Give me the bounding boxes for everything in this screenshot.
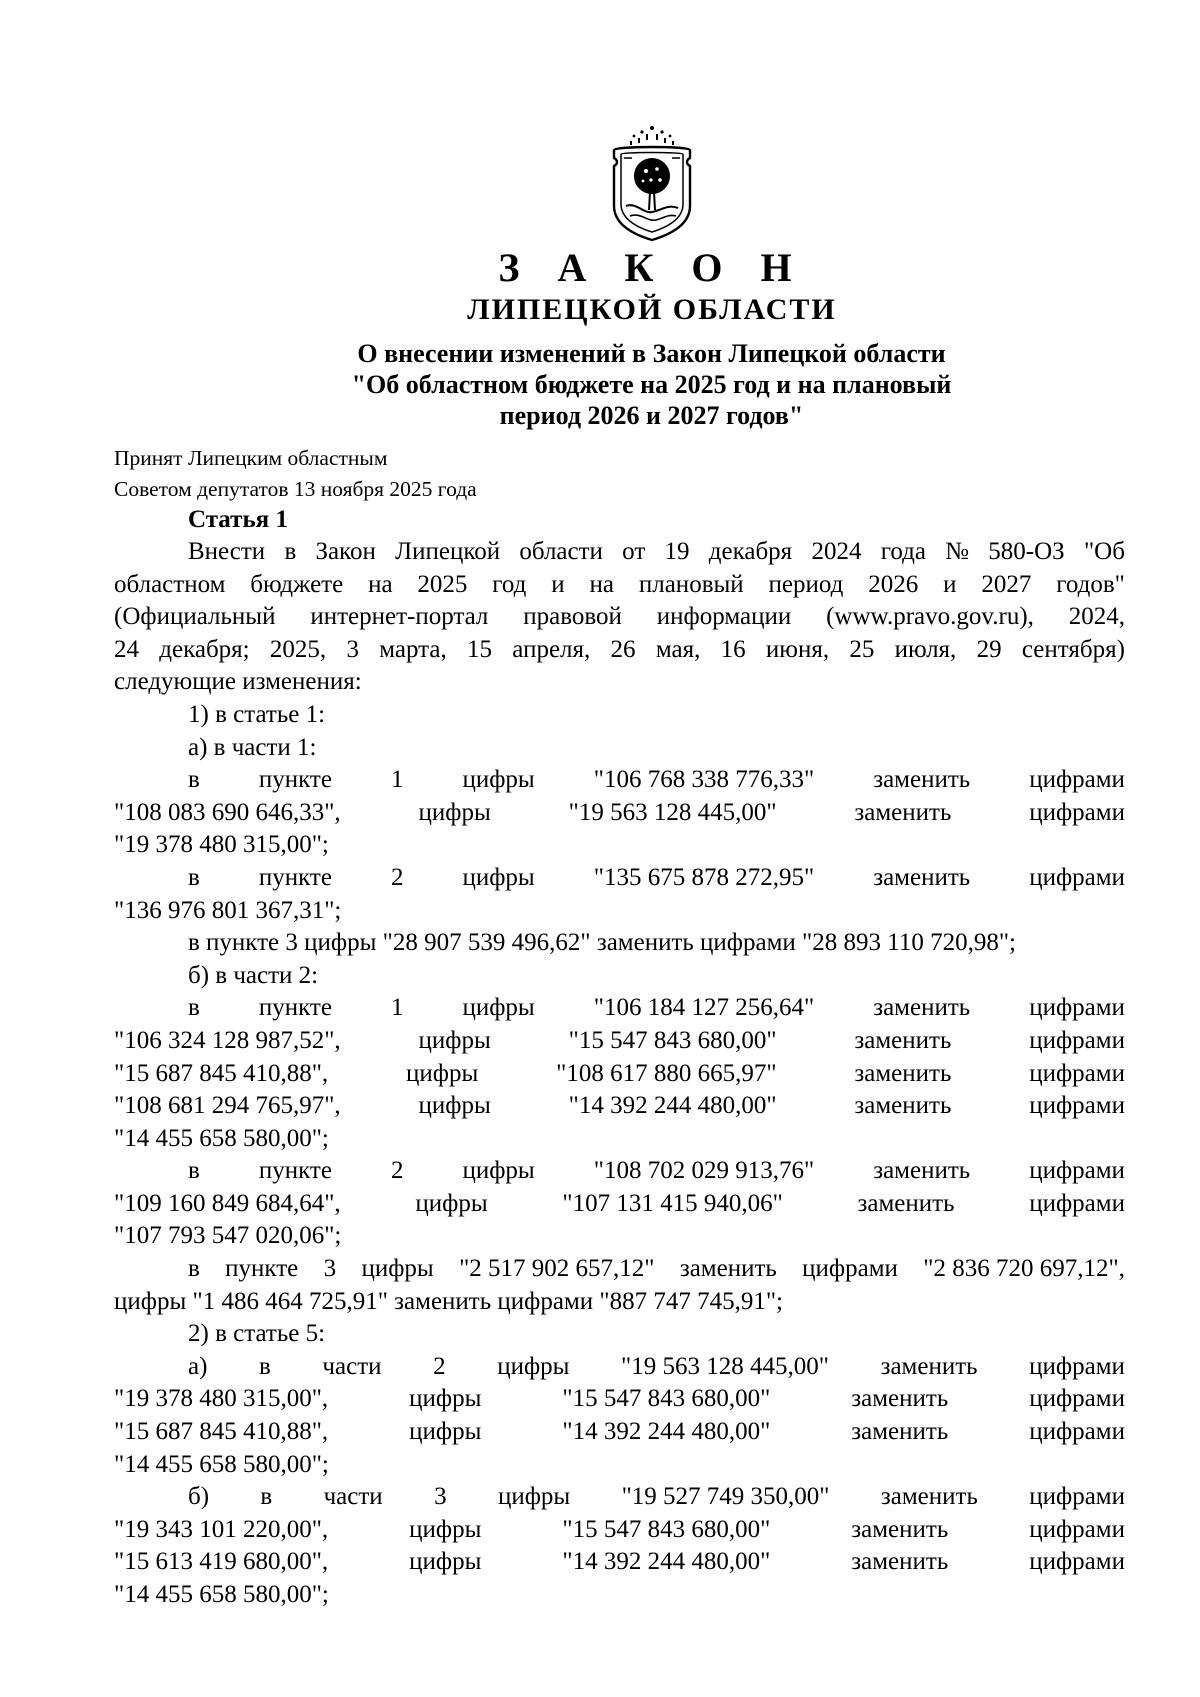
line-word: цифры bbox=[415, 1189, 488, 1217]
paragraph-line bbox=[114, 1090, 1125, 1123]
line-word: 2024, bbox=[1068, 603, 1125, 631]
line-word: 3 bbox=[434, 1483, 447, 1511]
paragraph-line bbox=[114, 1514, 1125, 1547]
line-word: в bbox=[260, 1483, 273, 1511]
paragraph-line bbox=[114, 536, 1125, 569]
line-word: цифрами bbox=[1029, 1092, 1125, 1120]
line-word: марта, bbox=[379, 635, 447, 663]
line-word: пункте bbox=[258, 994, 332, 1022]
paragraph-line bbox=[114, 992, 1125, 1025]
line-word: цифрами bbox=[1029, 1385, 1125, 1413]
line-word: и bbox=[551, 570, 565, 598]
line-word: Закон bbox=[315, 538, 376, 565]
region-title: ЛИПЕЦКОЙ ОБЛАСТИ bbox=[467, 293, 837, 326]
line-word: и bbox=[943, 570, 957, 598]
line-word: "106 768 338 776,33" bbox=[593, 766, 815, 794]
line-word: от bbox=[622, 538, 646, 565]
line-word: цифрами bbox=[1029, 1483, 1125, 1511]
law-subtitle bbox=[250, 338, 1053, 431]
line-word: цифрами bbox=[1029, 1548, 1125, 1576]
lipetsk-coat-of-arms-icon bbox=[606, 124, 698, 244]
line-word: 19 bbox=[664, 538, 690, 565]
line-word: в bbox=[259, 1352, 271, 1380]
line-word: 2025, bbox=[269, 635, 327, 663]
line-word: мая, bbox=[655, 635, 701, 663]
line-word: 3 bbox=[346, 635, 359, 663]
line-word: 2024 bbox=[811, 538, 862, 565]
line-word: заменить bbox=[857, 1189, 955, 1217]
line-word: "108 617 880 665,97" bbox=[556, 1059, 777, 1087]
line-word: года bbox=[880, 538, 926, 565]
line-word: апреля, bbox=[512, 635, 591, 663]
adoption-line: Принят Липецким областным bbox=[114, 446, 388, 470]
subtitle-line: период 2026 и 2027 годов" bbox=[499, 401, 804, 430]
line-word: цифры bbox=[418, 1092, 491, 1120]
line-word: б) bbox=[188, 1483, 210, 1511]
list-item: б) в части 2: bbox=[188, 961, 319, 989]
line-word: цифрами bbox=[1029, 1026, 1125, 1054]
list-item: а) в части 1: bbox=[188, 733, 317, 761]
line-word: Липецкой bbox=[395, 538, 501, 565]
article-body bbox=[114, 536, 1125, 1612]
line-word: (www.pravo.gov.ru), bbox=[826, 603, 1034, 631]
law-title: З А К О Н bbox=[498, 245, 806, 290]
paragraph-line bbox=[114, 862, 1125, 895]
line-word: "109 160 849 684,64", bbox=[114, 1189, 341, 1217]
line-word: цифрами bbox=[1029, 863, 1125, 891]
line-word: заменить bbox=[854, 1059, 952, 1087]
line-word: 24 bbox=[114, 635, 139, 663]
line-word: а) bbox=[188, 1352, 208, 1380]
list-item: 2) в статье 5: bbox=[188, 1320, 326, 1348]
line-word: 3 bbox=[323, 1255, 337, 1283]
paragraph-line bbox=[114, 1155, 1125, 1188]
line-word: цифры bbox=[418, 798, 491, 826]
line-word: 29 bbox=[976, 635, 1002, 663]
paragraph-line bbox=[114, 1188, 1125, 1221]
paragraph-line: "107 793 547 020,06"; bbox=[114, 1222, 342, 1250]
line-word: "14 392 244 480,00" bbox=[562, 1418, 771, 1446]
line-word: 580-ОЗ bbox=[988, 538, 1065, 565]
line-word: в bbox=[188, 863, 200, 891]
paragraph-line bbox=[114, 1058, 1125, 1091]
line-word: "19 563 128 445,00" bbox=[621, 1352, 829, 1380]
line-word: цифрами bbox=[1029, 1515, 1125, 1543]
paragraph-line bbox=[114, 764, 1125, 797]
line-word: цифры bbox=[462, 1157, 535, 1185]
line-word: заменить bbox=[854, 1026, 952, 1054]
line-word: цифрами bbox=[1029, 1157, 1125, 1185]
line-word: на bbox=[589, 570, 614, 598]
line-word: "14 392 244 480,00" bbox=[568, 1092, 777, 1120]
line-word: цифры bbox=[497, 1483, 571, 1511]
line-word: декабря; bbox=[159, 635, 250, 663]
line-word: заменить bbox=[873, 994, 971, 1022]
line-word: цифрами bbox=[1029, 798, 1125, 826]
adoption-note bbox=[114, 443, 477, 505]
line-word: 1 bbox=[390, 766, 404, 794]
line-word: заменить bbox=[851, 1515, 949, 1543]
line-word: июня, bbox=[765, 635, 830, 663]
line-word: "19 527 749 350,00" bbox=[621, 1483, 830, 1511]
line-word: "15 547 843 680,00" bbox=[562, 1515, 771, 1543]
line-word: декабря bbox=[708, 538, 793, 565]
paragraph-line: "19 378 480 315,00"; bbox=[114, 831, 329, 859]
paragraph-line bbox=[114, 1383, 1125, 1416]
article-heading: Статья 1 bbox=[188, 506, 288, 533]
line-word: 2 bbox=[390, 863, 404, 891]
line-word: в bbox=[188, 766, 200, 794]
line-word: 16 bbox=[720, 635, 746, 663]
line-word: бюджете bbox=[250, 570, 344, 598]
line-word: "14 392 244 480,00" bbox=[562, 1548, 771, 1576]
line-word: "2 836 720 697,12", bbox=[923, 1255, 1125, 1283]
line-word: "19 343 101 220,00", bbox=[114, 1515, 329, 1543]
line-word: в bbox=[284, 538, 297, 565]
line-word: "19 563 128 445,00" bbox=[568, 798, 777, 826]
line-word: цифрами bbox=[1029, 994, 1125, 1022]
line-word: заменить bbox=[880, 1483, 978, 1511]
paragraph-line bbox=[114, 1416, 1125, 1449]
line-word: № bbox=[945, 538, 970, 565]
line-word: июля, bbox=[894, 635, 957, 663]
line-word: "108 681 294 765,97", bbox=[114, 1092, 341, 1120]
line-word: "107 131 415 940,06" bbox=[562, 1189, 783, 1217]
line-word: цифрами bbox=[1029, 1189, 1125, 1217]
line-word: год bbox=[492, 570, 527, 598]
line-word: части bbox=[323, 1483, 383, 1511]
line-word: заменить bbox=[851, 1548, 949, 1576]
line-word: (Официальный bbox=[114, 603, 276, 631]
line-word: цифрами bbox=[1029, 1352, 1125, 1380]
line-word: "15 547 843 680,00" bbox=[568, 1026, 777, 1054]
line-word: пункте bbox=[258, 863, 332, 891]
line-word: пункте bbox=[258, 766, 332, 794]
paragraph-line: цифры "1 486 464 725,91" заменить цифрами "887 747 745,91"; bbox=[114, 1287, 783, 1315]
paragraph-line bbox=[114, 569, 1125, 602]
line-word: 2025 bbox=[417, 570, 468, 598]
line-word: на bbox=[368, 570, 393, 598]
line-word: "15 613 419 680,00", bbox=[114, 1548, 329, 1576]
line-word: заменить bbox=[679, 1255, 777, 1283]
line-word: "2 517 902 657,12" bbox=[459, 1255, 655, 1283]
line-word: цифры bbox=[462, 863, 535, 891]
paragraph-line bbox=[114, 1351, 1125, 1384]
line-word: заменить bbox=[854, 798, 952, 826]
line-word: "15 687 845 410,88", bbox=[114, 1059, 329, 1087]
line-word: областном bbox=[114, 570, 226, 598]
line-word: 2 bbox=[433, 1352, 446, 1380]
paragraph-line: "136 976 801 367,31"; bbox=[114, 896, 342, 924]
adoption-line: Советом депутатов 13 ноября 2025 года bbox=[114, 477, 477, 501]
line-word: заменить bbox=[854, 1092, 952, 1120]
line-word: цифры bbox=[409, 1418, 482, 1446]
line-word: 26 bbox=[610, 635, 636, 663]
line-word: 2026 bbox=[868, 570, 919, 598]
line-word: "15 687 845 410,88", bbox=[114, 1418, 329, 1446]
line-word: заменить bbox=[873, 766, 971, 794]
line-word: 15 bbox=[467, 635, 493, 663]
line-word: "106 324 128 987,52", bbox=[114, 1026, 341, 1054]
line-word: цифрами bbox=[1029, 766, 1125, 794]
line-word: "19 378 480 315,00", bbox=[114, 1385, 329, 1413]
line-word: цифры bbox=[409, 1515, 482, 1543]
line-word: "15 547 843 680,00" bbox=[562, 1385, 771, 1413]
paragraph-line: в пункте 3 цифры "28 907 539 496,62" заменить цифрами "28 893 110 720,98"; bbox=[188, 929, 1016, 957]
line-word: пункте bbox=[258, 1157, 332, 1185]
line-word: заменить bbox=[880, 1352, 978, 1380]
subtitle-line: "Об областном бюджете на 2025 год и на плановый bbox=[351, 370, 952, 399]
line-word: "108 083 690 646,33", bbox=[114, 798, 341, 826]
line-word: части bbox=[322, 1352, 382, 1380]
line-word: цифры bbox=[409, 1385, 482, 1413]
line-word: цифры bbox=[406, 1059, 479, 1087]
line-word: цифры bbox=[497, 1352, 570, 1380]
line-word: годов" bbox=[1056, 570, 1125, 598]
line-word: "108 702 029 913,76" bbox=[593, 1157, 815, 1185]
line-word: 2 bbox=[390, 1157, 404, 1185]
line-word: заменить bbox=[851, 1418, 949, 1446]
line-word: цифры bbox=[462, 766, 535, 794]
paragraph-line bbox=[114, 1481, 1125, 1514]
paragraph-line: "14 455 658 580,00"; bbox=[114, 1450, 329, 1478]
line-word: период bbox=[768, 570, 844, 598]
paragraph-line bbox=[114, 797, 1125, 830]
paragraph-line bbox=[114, 634, 1125, 667]
line-word: цифрами bbox=[1029, 1059, 1125, 1087]
paragraph-line bbox=[114, 1025, 1125, 1058]
line-word: 1 bbox=[390, 994, 404, 1022]
line-word: цифрами bbox=[802, 1255, 898, 1283]
line-word: заменить bbox=[873, 863, 971, 891]
line-word: плановый bbox=[638, 570, 744, 598]
line-word: цифры bbox=[361, 1255, 434, 1283]
line-word: правовой bbox=[523, 603, 622, 631]
line-word: "Об bbox=[1083, 538, 1125, 565]
line-word: цифры bbox=[462, 994, 535, 1022]
paragraph-line: следующие изменения: bbox=[114, 668, 362, 696]
line-word: заменить bbox=[873, 1157, 971, 1185]
line-word: интернет-портал bbox=[310, 603, 489, 631]
paragraph-line: "14 455 658 580,00"; bbox=[114, 1581, 329, 1608]
line-word: пункте bbox=[225, 1255, 299, 1283]
line-word: 2027 bbox=[981, 570, 1032, 598]
line-word: в bbox=[188, 1255, 200, 1283]
line-word: 25 bbox=[849, 635, 875, 663]
paragraph-line: "14 455 658 580,00"; bbox=[114, 1124, 329, 1152]
line-word: цифры bbox=[418, 1026, 491, 1054]
line-word: Внести bbox=[188, 538, 266, 565]
line-word: "106 184 127 256,64" bbox=[593, 994, 815, 1022]
line-word: заменить bbox=[851, 1385, 949, 1413]
subtitle-line: О внесении изменений в Закон Липецкой области bbox=[357, 339, 946, 368]
paragraph-line bbox=[114, 1546, 1125, 1579]
line-word: сентября) bbox=[1021, 635, 1125, 663]
line-word: области bbox=[519, 538, 603, 565]
line-word: "135 675 878 272,95" bbox=[593, 863, 815, 891]
paragraph-line bbox=[114, 601, 1125, 634]
paragraph-line bbox=[114, 1253, 1125, 1286]
line-word: цифрами bbox=[1029, 1418, 1125, 1446]
line-word: в bbox=[188, 994, 200, 1022]
line-word: в bbox=[188, 1157, 200, 1185]
list-item: 1) в статье 1: bbox=[188, 700, 326, 728]
line-word: цифры bbox=[409, 1548, 482, 1576]
line-word: информации bbox=[656, 603, 792, 631]
